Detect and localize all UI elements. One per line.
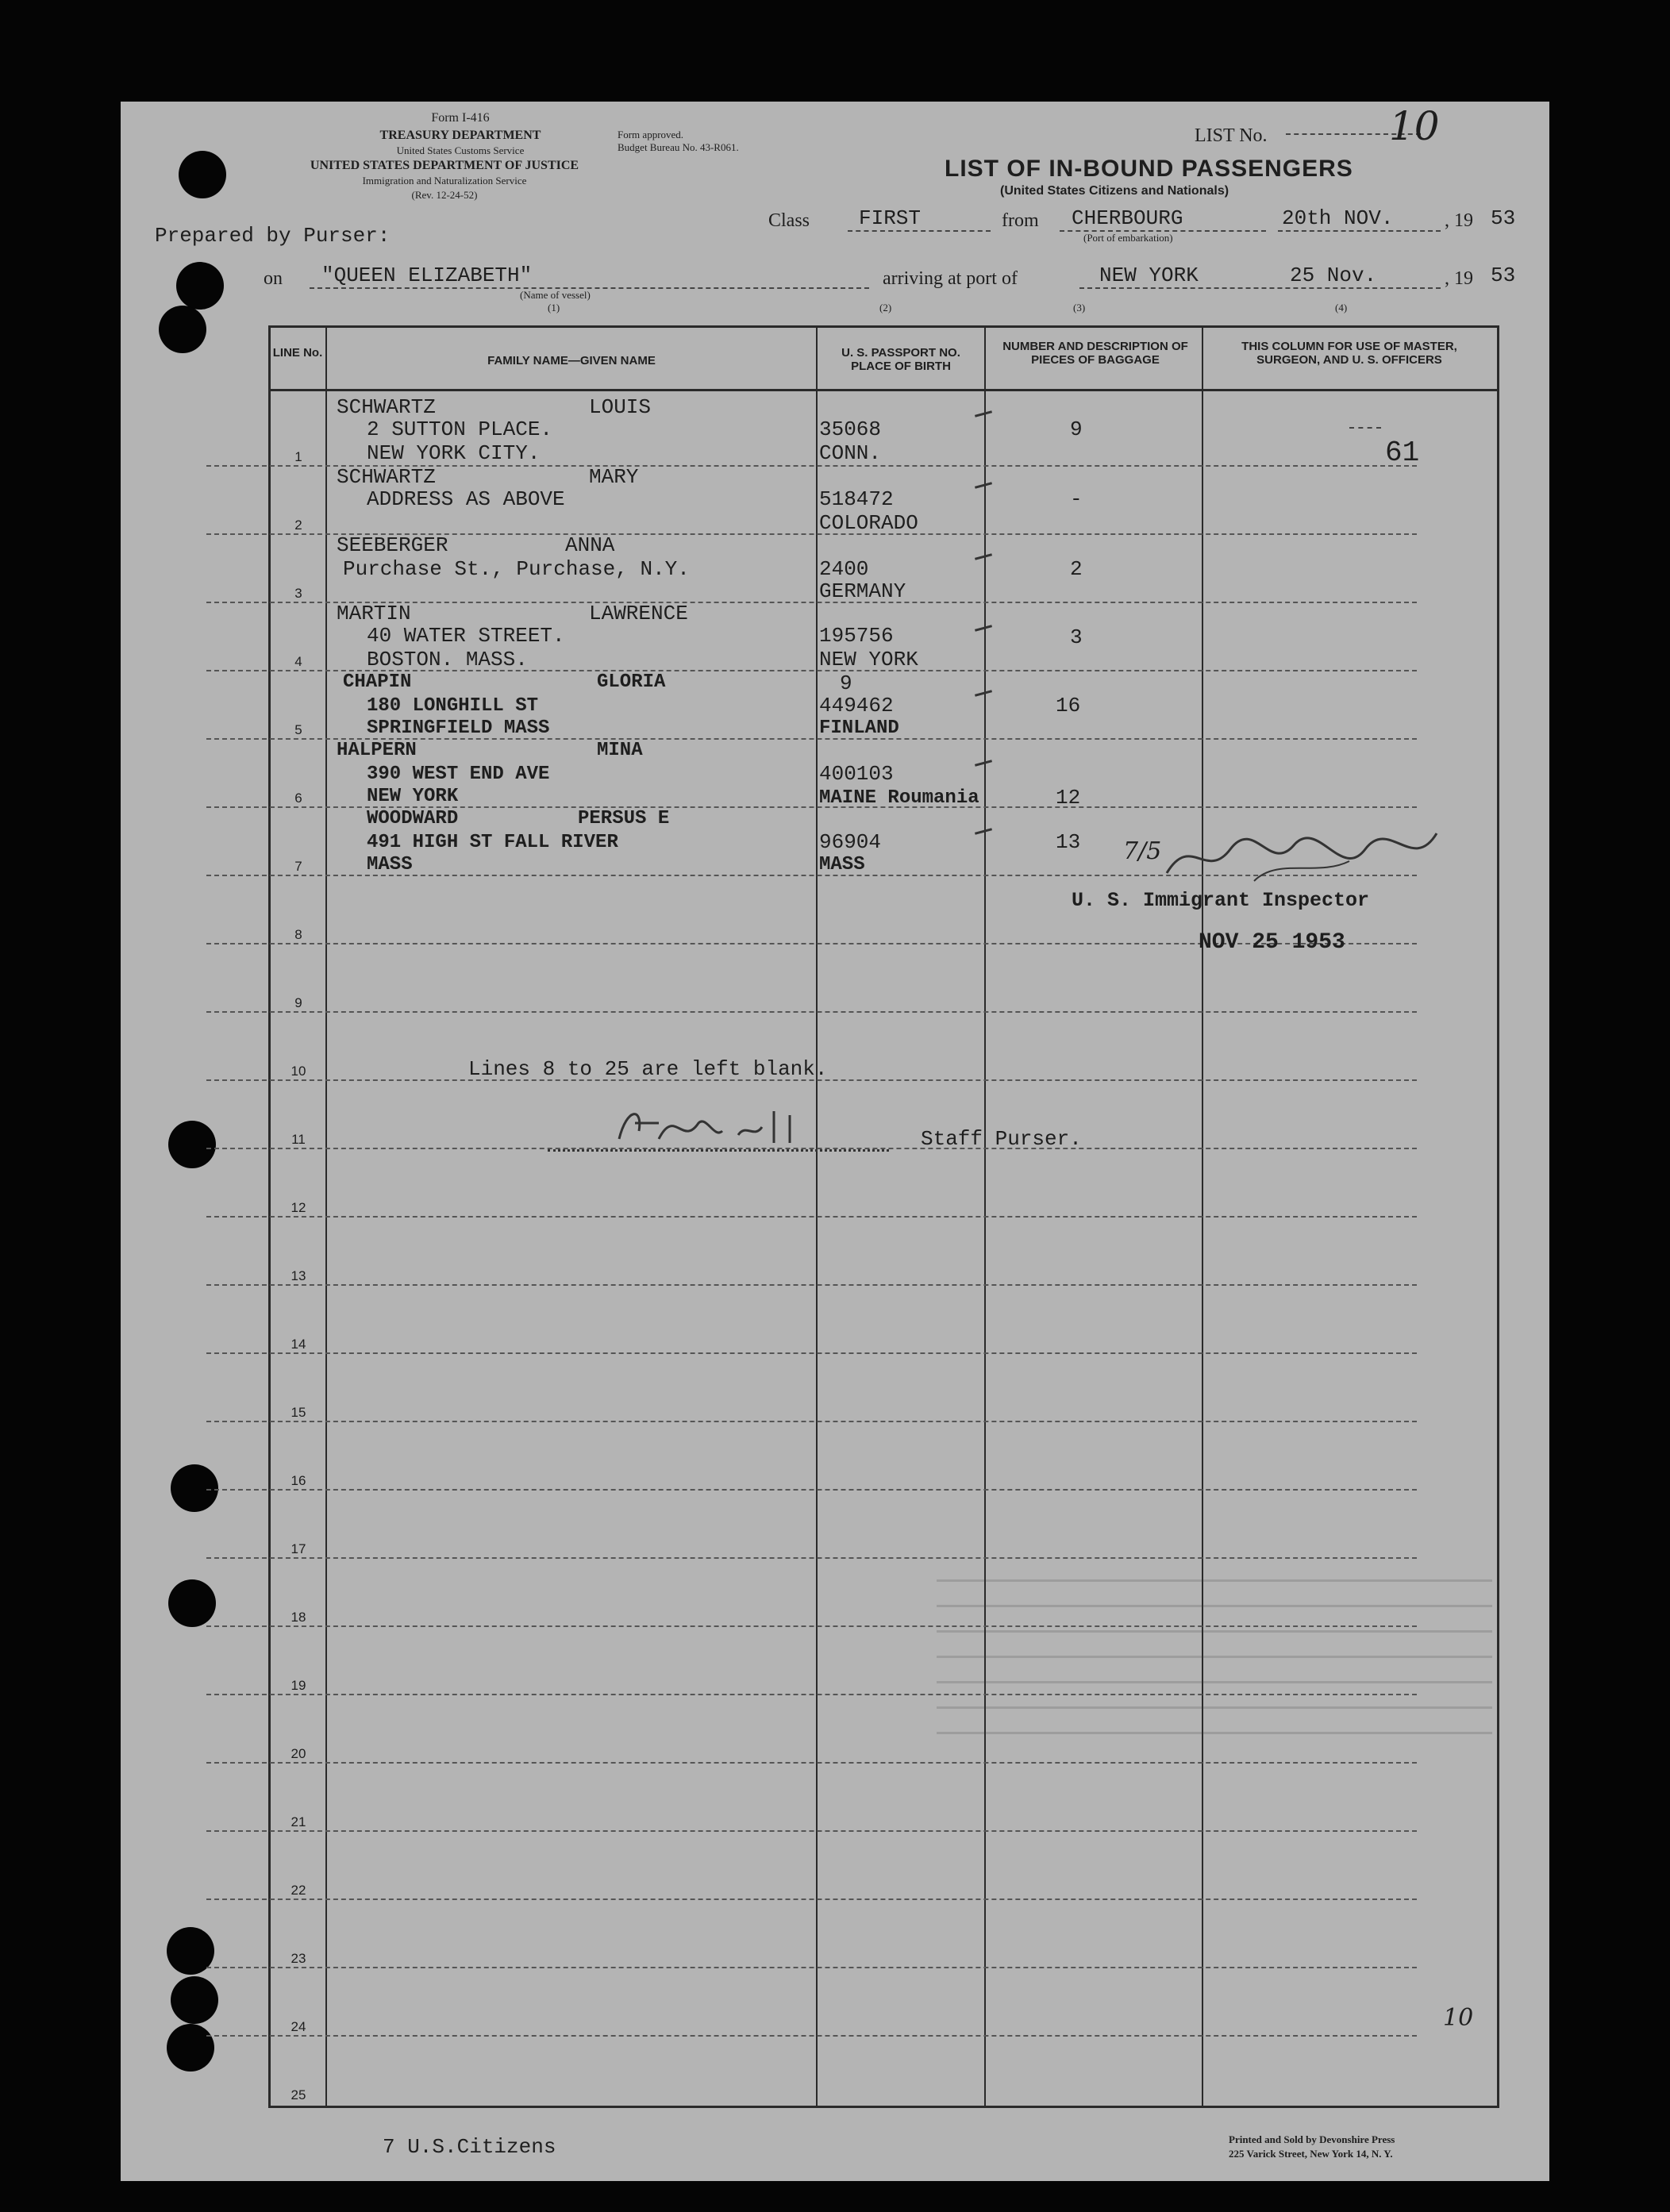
departure-date: 20th NOV. (1282, 206, 1394, 230)
passport-number: 400103 (819, 762, 894, 786)
line-number: 24 (291, 2019, 306, 2034)
baggage-count: 2 (1070, 557, 1083, 581)
passenger-family-name: SCHWARTZ (337, 395, 436, 419)
row-rule (206, 1284, 1417, 1286)
passport-number: 195756 (819, 624, 894, 648)
line-number: 13 (291, 1268, 306, 1283)
row-rule (206, 1967, 1417, 1968)
place-of-birth: GERMANY (819, 579, 906, 603)
form-subtitle: (United States Citizens and Nationals) (1000, 184, 1229, 198)
line-number: 11 (291, 1132, 306, 1147)
row-rule (206, 2035, 1417, 2037)
line-number: 9 (294, 995, 302, 1010)
class-label: Class (768, 210, 810, 231)
ref-1: (1) (548, 302, 560, 314)
place-of-birth: MAINE Roumania (819, 787, 979, 809)
purser-signature (603, 1099, 841, 1155)
baggage-count: 9 (1070, 417, 1083, 441)
ref-2: (2) (879, 302, 892, 314)
baggage-count: 12 (1056, 786, 1081, 810)
passenger-family-name: SEEBERGER (337, 533, 448, 557)
printer-address: 225 Varick Street, New York 14, N. Y. (1229, 2148, 1393, 2160)
line-number: 8 (294, 927, 302, 942)
ins-label: Immigration and Naturalization Service (362, 175, 527, 187)
arrival-year-prefix: , 19 (1445, 268, 1473, 289)
punch-hole (168, 1579, 216, 1627)
passenger-address: MASS (367, 854, 413, 875)
passenger-address: SPRINGFIELD MASS (367, 717, 550, 739)
passenger-given-name: PERSUS E (578, 808, 670, 829)
arrival-year: 53 (1491, 264, 1516, 287)
punch-hole (176, 262, 224, 310)
line-number: 1 (294, 449, 302, 464)
list-number: 10 (1389, 103, 1440, 149)
col-header-baggage: NUMBER AND DESCRIPTION OF PIECES OF BAGGAGE (1002, 340, 1188, 367)
passenger-given-name: ANNA (565, 533, 615, 557)
passenger-family-name: SCHWARTZ (337, 465, 436, 489)
arrival-date: 25 Nov. (1290, 264, 1377, 287)
officer-note: 61 (1385, 437, 1420, 469)
punch-hole (171, 1464, 218, 1512)
row-rule (206, 1011, 1417, 1013)
passenger-address: BOSTON. MASS. (367, 648, 528, 671)
passenger-address: 40 WATER STREET. (367, 624, 565, 648)
passenger-family-name: MARTIN (337, 602, 411, 625)
passenger-address: Purchase St., Purchase, N.Y. (343, 557, 690, 581)
line-number: 4 (294, 654, 302, 669)
baggage-count: 16 (1056, 694, 1081, 717)
punch-hole (171, 1976, 218, 2024)
row-rule (206, 1762, 1417, 1764)
col-header-name: FAMILY NAME—GIVEN NAME (487, 354, 656, 367)
passenger-address: 2 SUTTON PLACE. (367, 417, 553, 441)
punch-hole (179, 151, 226, 198)
depart-year-prefix: , 19 (1445, 210, 1473, 231)
line-number: 19 (291, 1678, 306, 1693)
arriving-label: arriving at port of (883, 268, 1018, 289)
arrival-port: NEW YORK (1099, 264, 1199, 287)
arrival-rule (1079, 287, 1441, 289)
passenger-given-name: LAWRENCE (589, 602, 688, 625)
punch-hole (167, 2024, 214, 2072)
inspector-initials: 7/5 (1123, 837, 1162, 865)
ref-3: (3) (1073, 302, 1086, 314)
row-rule (206, 1489, 1417, 1491)
passport-number: 449462 (819, 694, 894, 717)
staff-purser-label: Staff Purser. (921, 1127, 1082, 1151)
line-number: 23 (291, 1951, 306, 1966)
passenger-address: NEW YORK (367, 786, 459, 807)
row-rule (206, 1352, 1417, 1354)
line-number: 18 (291, 1610, 306, 1625)
form-title: LIST OF IN-BOUND PASSENGERS (945, 156, 1353, 182)
form-number: Form I-416 (431, 111, 490, 125)
passenger-family-name: WOODWARD (367, 808, 459, 829)
depart-date-rule (1278, 230, 1441, 232)
baggage-count: - (1070, 487, 1083, 511)
from-label: from (1002, 210, 1039, 231)
row-rule (206, 1830, 1417, 1832)
line-number: 12 (291, 1200, 306, 1215)
revision-date: (Rev. 12-24-52) (411, 189, 478, 201)
blank-lines-note: Lines 8 to 25 are left blank. (468, 1057, 828, 1081)
row-rule (206, 1421, 1417, 1422)
citizen-total: 7 U.S.Citizens (383, 2135, 556, 2159)
place-of-birth: COLORADO (819, 511, 918, 535)
line-number: 2 (294, 517, 302, 533)
vessel-caption: (Name of vessel) (520, 289, 591, 301)
inspection-stamp-date: NOV 25 1953 (1199, 930, 1345, 955)
col-header-line-no: LINE No. (272, 346, 323, 360)
row-rule (206, 1557, 1417, 1559)
passport-correction: 9 (840, 671, 852, 695)
list-number-label: LIST No. (1195, 125, 1268, 146)
place-of-birth: MASS (819, 854, 865, 875)
printer-name: Printed and Sold by Devonshire Press (1229, 2133, 1395, 2145)
line-number: 20 (291, 1746, 306, 1761)
passenger-family-name: HALPERN (337, 740, 417, 761)
line-number: 7 (294, 859, 302, 874)
officer-tick (1349, 427, 1381, 429)
embark-caption: (Port of embarkation) (1083, 232, 1173, 244)
baggage-count: 3 (1070, 625, 1083, 649)
line-number: 22 (291, 1883, 306, 1898)
passenger-given-name: LOUIS (589, 395, 652, 419)
line-number: 15 (291, 1405, 306, 1420)
passport-number: 96904 (819, 830, 882, 854)
punch-hole (159, 306, 206, 353)
line-number: 10 (291, 1064, 306, 1079)
departure-year: 53 (1491, 206, 1516, 230)
passenger-address: 491 HIGH ST FALL RIVER (367, 832, 618, 853)
on-label: on (264, 268, 283, 289)
customs-service: United States Customs Service (396, 144, 525, 156)
col-header-passport: U. S. PASSPORT NO. PLACE OF BIRTH (841, 346, 960, 373)
bleed-through-text (937, 1579, 1492, 1754)
ref-4: (4) (1335, 302, 1348, 314)
col-header-officers: THIS COLUMN FOR USE OF MASTER, SURGEON, AND U. S. OFFICERS (1241, 340, 1457, 367)
passenger-family-name: CHAPIN (343, 671, 412, 693)
line-number: 16 (291, 1473, 306, 1488)
line-number: 21 (291, 1814, 306, 1829)
class-value: FIRST (859, 206, 922, 230)
line-number: 6 (294, 791, 302, 806)
passenger-address: ADDRESS AS ABOVE (367, 487, 565, 511)
line-number: 3 (294, 586, 302, 601)
budget-bureau: Budget Bureau No. 43-R061. (618, 141, 739, 153)
passenger-address: NEW YORK CITY. (367, 441, 541, 465)
passenger-given-name: MINA (597, 740, 643, 761)
passenger-given-name: GLORIA (597, 671, 666, 693)
row-rule (206, 1898, 1417, 1900)
passenger-address: 390 WEST END AVE (367, 764, 550, 785)
passport-number: 35068 (819, 417, 882, 441)
punch-hole (168, 1121, 216, 1168)
class-rule (848, 230, 991, 232)
place-of-birth: NEW YORK (819, 648, 918, 671)
line-number: 17 (291, 1541, 306, 1556)
row-rule (206, 1216, 1417, 1218)
line-number: 25 (291, 2087, 306, 2102)
baggage-count: 13 (1056, 830, 1081, 854)
justice-dept: UNITED STATES DEPARTMENT OF JUSTICE (310, 159, 579, 172)
line-number: 14 (291, 1337, 306, 1352)
inspector-signature (1159, 825, 1445, 889)
port-of-embarkation: CHERBOURG (1072, 206, 1183, 230)
vessel-name: "QUEEN ELIZABETH" (321, 264, 533, 287)
passport-number: 2400 (819, 557, 869, 581)
place-of-birth: FINLAND (819, 717, 899, 739)
prepared-by-label: Prepared by Purser: (155, 224, 391, 248)
inspector-title: U. S. Immigrant Inspector (1072, 889, 1370, 912)
passport-number: 518472 (819, 487, 894, 511)
header-rule (268, 389, 1497, 391)
form-approved: Form approved. (618, 129, 684, 140)
passenger-address: 180 LONGHILL ST (367, 695, 539, 717)
place-of-birth: CONN. (819, 441, 882, 465)
treasury-dept: TREASURY DEPARTMENT (379, 129, 541, 142)
margin-number: 10 (1443, 2004, 1474, 2032)
passenger-given-name: MARY (589, 465, 639, 489)
line-number: 5 (294, 722, 302, 737)
